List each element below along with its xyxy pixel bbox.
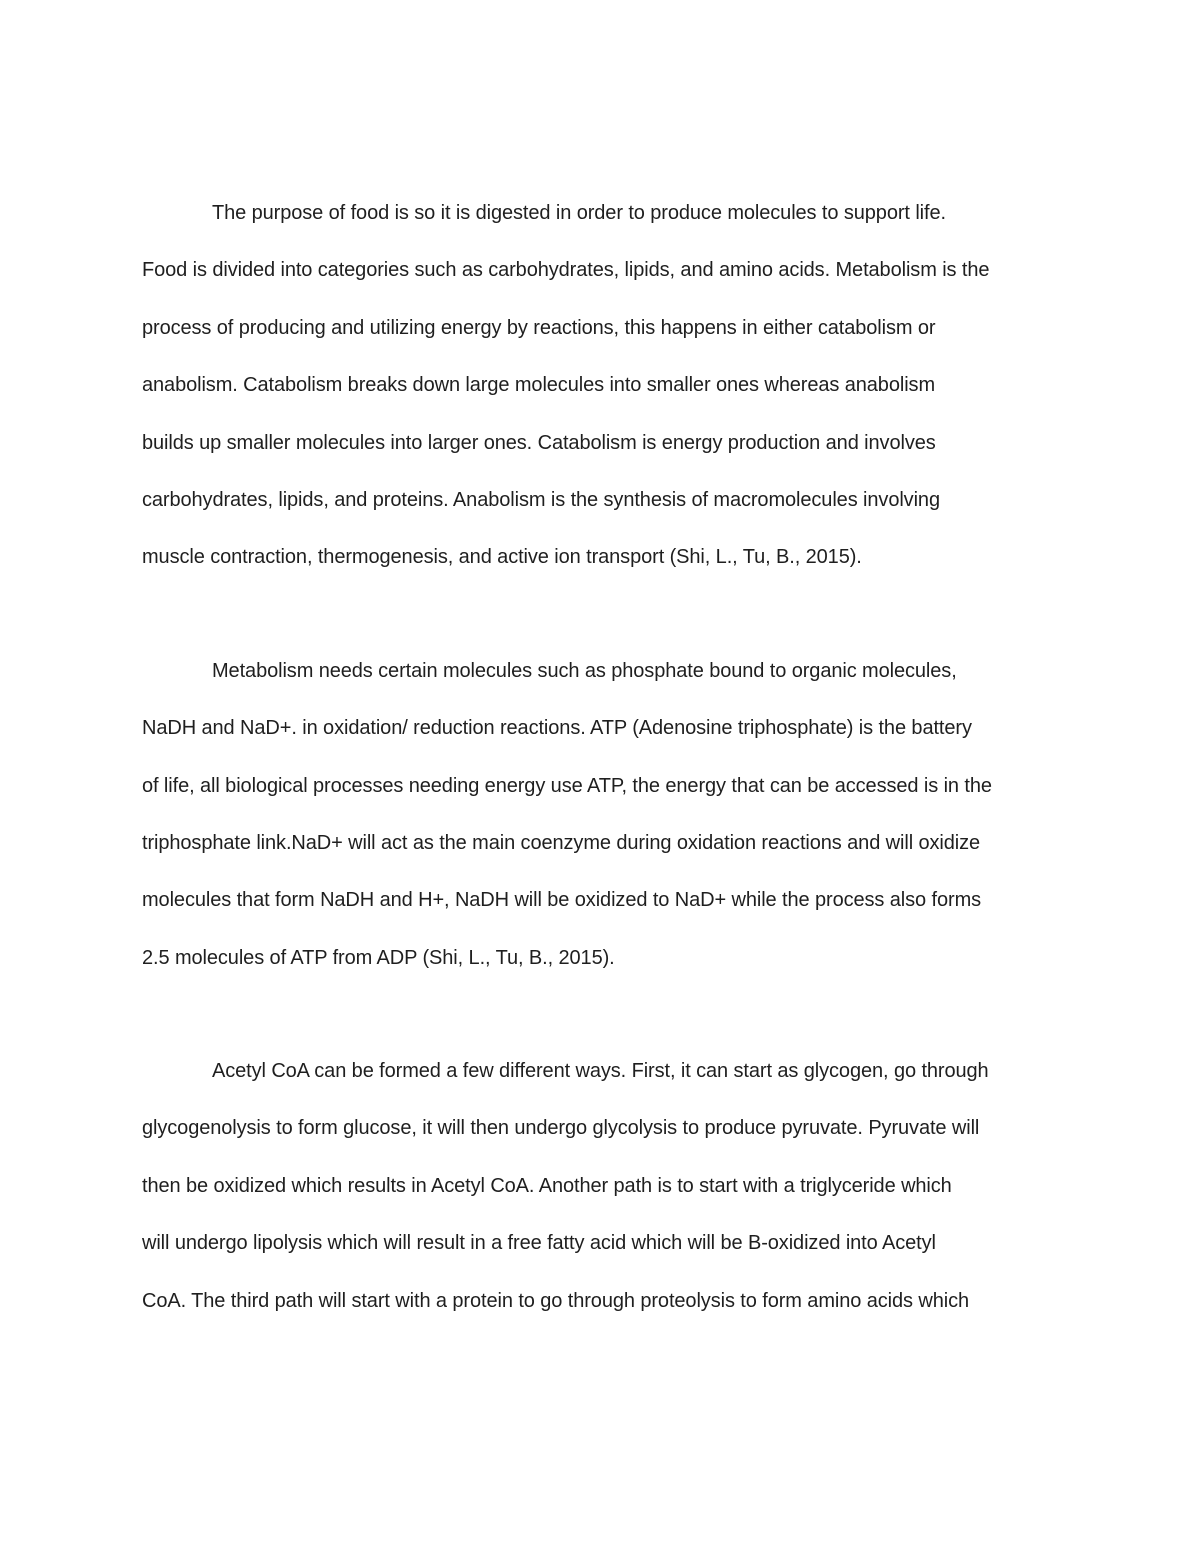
text-line: process of producing and utilizing energy by reactions, this happens in either catabolism or [142,316,936,339]
text-line: triphosphate link.NaD+ will act as the main coenzyme during oxidation reactions and will oxidize [142,831,981,854]
text-line: will undergo lipolysis which will result in a free fatty acid which will be B-oxidized into Acetyl [142,1232,936,1255]
text-line: molecules that form NaDH and H+, NaDH will be oxidized to NaD+ while the process also forms [142,889,982,912]
text-line: builds up smaller molecules into larger ones. Catabolism is energy production and involves [142,431,936,454]
text-line: Food is divided into categories such as carbohydrates, lipids, and amino acids. Metabolism is the [142,259,990,282]
text-line: NaDH and NaD+. in oxidation/ reduction reactions. ATP (Adenosine triphosphate) is the battery [142,717,972,740]
document-body [142,194,1058,1339]
text-line: of life, all biological processes needing energy use ATP, the energy that can be accessed is in the [142,774,992,797]
text-line: CoA. The third path will start with a protein to go through proteolysis to form amino acids which [142,1289,970,1312]
text-line: carbohydrates, lipids, and proteins. Anabolism is the synthesis of macromolecules involving [142,488,940,511]
paragraph-acetyl-coa [142,1052,1058,1339]
text-line: 2.5 molecules of ATP from ADP (Shi, L., Tu, B., 2015). [142,946,615,969]
paragraph-food-metabolism [142,194,1058,596]
paragraph-molecules-atp [142,652,1058,996]
text-line: anabolism. Catabolism breaks down large molecules into smaller ones whereas anabolism [142,374,936,397]
text-line: Acetyl CoA can be formed a few different ways. First, it can start as glycogen, go through [212,1060,989,1083]
text-line: glycogenolysis to form glucose, it will then undergo glycolysis to produce pyruvate. Pyruvate will [142,1117,980,1140]
text-line: then be oxidized which results in Acetyl CoA. Another path is to start with a triglyceride which [142,1174,952,1197]
text-line: muscle contraction, thermogenesis, and active ion transport (Shi, L., Tu, B., 2015). [142,546,862,569]
text-line: The purpose of food is so it is digested in order to produce molecules to support life. [212,202,946,224]
text-line: Metabolism needs certain molecules such as phosphate bound to organic molecules, [212,659,957,682]
